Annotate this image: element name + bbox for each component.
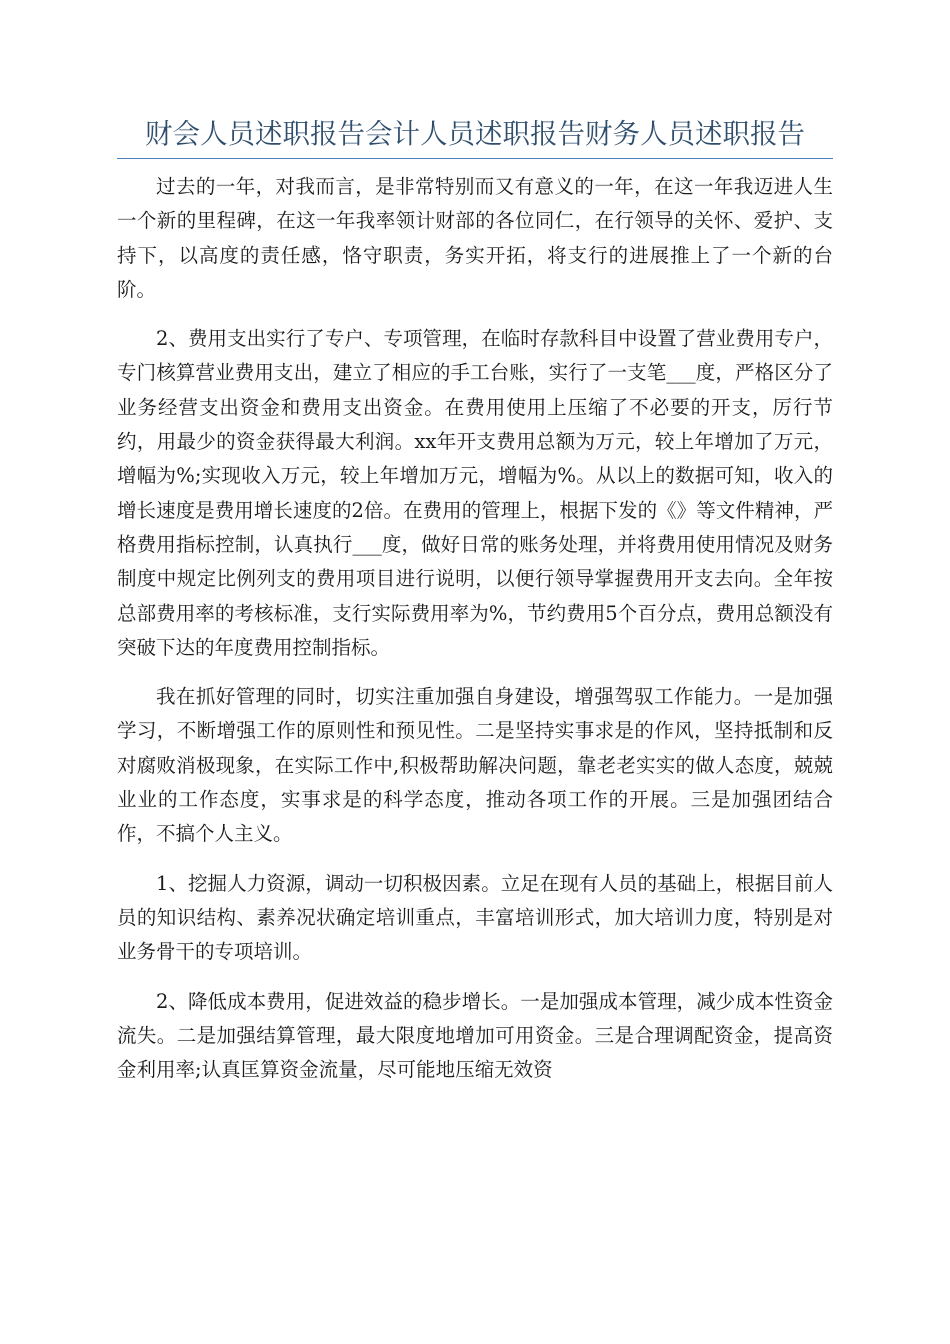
paragraph-2: 2、费用支出实行了专户、专项管理，在临时存款科目中设置了营业费用专户，专门核算营业费用支出，建立了相应的手工台账，实行了一支笔___度，严格区分了业务经营支出资金和费用支出资金。在费用使用上压缩了不必要的开支，厉行节约，用最少的资金获得最大利润。xx年开支费用总额为万元，较上年增加了万元，增幅为%;实现收入万元，较上年增加万元，增幅为%。从以上的数据可知，收入的增长速度是费用增长速度的2倍。在费用的管理上，根据下发的《》等文件精神，严格费用指标控制，认真执行___度，做好日常的账务处理，并将费用使用情况及财务制度中规定比例列支的费用项目进行说明，以便行领导掌握费用开支去向。全年按总部费用率的考核标准，支行实际费用率为%，节约费用5个百分点，费用总额没有突破下达的年度费用控制指标。 <box>117 327 833 659</box>
paragraph-4: 1、挖掘人力资源，调动一切积极因素。立足在现有人员的基础上，根据目前人员的知识结构、素养况状确定培训重点，丰富培训形式，加大培训力度，特别是对业务骨干的专项培训。 <box>117 871 833 964</box>
paragraph-1: 过去的一年，对我而言，是非常特别而又有意义的一年，在这一年我迈进人生一个新的里程碑，在这一年我率领计财部的各位同仁，在行领导的关怀、爱护、支持下，以高度的责任感，恪守职责，务实开拓，将支行的进展推上了一个新的台阶。 <box>117 175 833 301</box>
document-body <box>117 170 833 1102</box>
paragraph-3: 我在抓好管理的同时，切实注重加强自身建设，增强驾驭工作能力。一是加强学习，不断增强工作的原则性和预见性。二是坚持实事求是的作风，坚持抵制和反对腐败消极现象，在实际工作中,积极帮助解决问题，靠老老实实的做人态度，兢兢业业的工作态度，实事求是的科学态度，推动各项工作的开展。三是加强团结合作，不搞个人主义。 <box>117 685 833 846</box>
document-title: 财会人员述职报告会计人员述职报告财务人员述职报告 <box>117 116 833 159</box>
paragraph-5: 2、降低成本费用，促进效益的稳步增长。一是加强成本管理，减少成本性资金流失。二是加强结算管理，最大限度地增加可用资金。三是合理调配资金，提高资金利用率;认真匡算资金流量，尽可能地压缩无效资 <box>117 989 833 1082</box>
